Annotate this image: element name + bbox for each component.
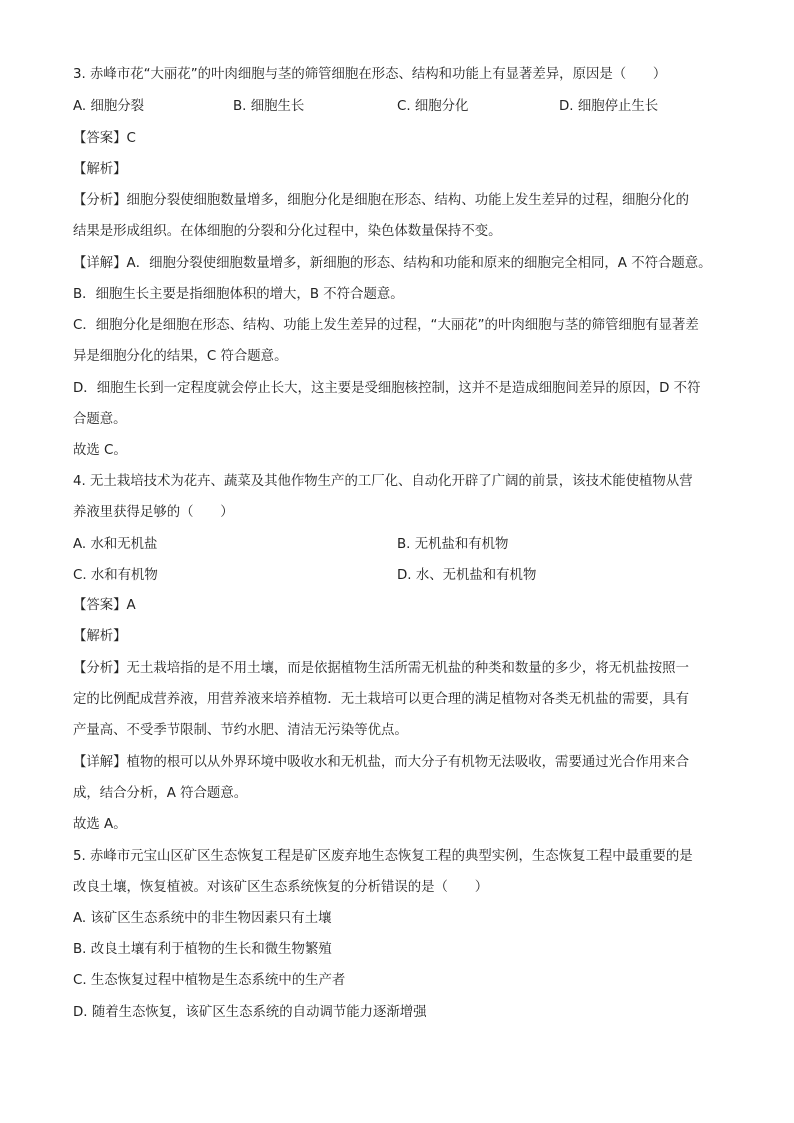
q5-stem-line-2: 改良土壤，恢复植被。对该矿区生态系统恢复的分析错误的是（ ） [73,880,489,895]
q4-option-a: A. 水和无机盐 [73,537,158,552]
q4-conclusion: 故选 A。 [73,817,127,832]
q4-option-d: D. 水、无机盐和有机物 [397,568,537,583]
q3-answer: 【答案】C [73,131,136,146]
q4-stem-line-1: 4. 无土栽培技术为花卉、蔬菜及其他作物生产的工厂化、自动化开辟了广阔的前景，该技术能使植物从营 [73,474,693,489]
q5-stem-line-1: 5. 赤峰市元宝山区矿区生态恢复工程是矿区废弃地生态恢复工程的典型实例，生态恢复工程中最重要的是 [73,849,693,864]
q4-analysis-tag: 【解析】 [73,629,127,644]
q5-option-c: C. 生态恢复过程中植物是生态系统中的生产者 [73,973,346,988]
q3-xiangjie-line-5: D．细胞生长到一定程度就会停止长大，这主要是受细胞核控制，这并不是造成细胞间差异的原因，D 不符 [73,381,701,396]
q4-xiangjie-line-1: 【详解】植物的根可以从外界环境中吸收水和无机盐，而大分子有机物无法吸收，需要通过光合作用来合 [73,755,689,770]
q4-stem-line-2: 养液里获得足够的（ ） [73,505,234,520]
q4-fenxi-line-3: 产量高、不受季节限制、节约水肥、清洁无污染等优点。 [73,723,408,738]
q3-option-d: D. 细胞停止生长 [559,99,659,114]
q5-option-a: A. 该矿区生态系统中的非生物因素只有土壤 [73,911,332,926]
q3-option-b: B. 细胞生长 [233,99,305,114]
q3-xiangjie-line-3: C．细胞分化是细胞在形态、结构、功能上发生差异的过程，“大丽花”的叶肉细胞与茎的筛管细胞有显著差 [73,318,699,333]
q4-option-b: B. 无机盐和有机物 [397,537,509,552]
q3-option-c: C. 细胞分化 [397,99,469,114]
q5-option-b: B. 改良土壤有利于植物的生长和微生物繁殖 [73,942,332,957]
q3-fenxi-line-1: 【分析】细胞分裂使细胞数量增多，细胞分化是细胞在形态、结构、功能上发生差异的过程，细胞分化的 [73,193,689,208]
q3-xiangjie-line-2: B．细胞生长主要是指细胞体积的增大，B 不符合题意。 [73,287,404,302]
q3-stem: 3. 赤峰市花“大丽花”的叶肉细胞与茎的筛管细胞在形态、结构和功能上有显著差异，原因是（ ） [73,67,667,82]
q3-xiangjie-line-1: 【详解】A．细胞分裂使细胞数量增多，新细胞的形态、结构和功能和原来的细胞完全相同，A 不符合题意。 [73,256,712,271]
q3-xiangjie-line-4: 异是细胞分化的结果，C 符合题意。 [73,349,288,364]
q3-fenxi-line-2: 结果是形成组织。在体细胞的分裂和分化过程中，染色体数量保持不变。 [73,224,502,239]
q3-conclusion: 故选 C。 [73,443,127,458]
q4-fenxi-line-1: 【分析】无土栽培指的是不用土壤，而是依据植物生活所需无机盐的种类和数量的多少，将无机盐按照一 [73,661,689,676]
q4-answer: 【答案】A [73,598,136,613]
q3-option-a: A. 细胞分裂 [73,99,144,114]
q3-analysis-tag: 【解析】 [73,162,127,177]
q4-xiangjie-line-2: 成，结合分析，A 符合题意。 [73,786,248,801]
q3-xiangjie-line-6: 合题意。 [73,412,127,427]
q4-option-c: C. 水和有机物 [73,568,158,583]
q5-option-d: D. 随着生态恢复，该矿区生态系统的自动调节能力逐渐增强 [73,1005,427,1020]
q4-fenxi-line-2: 定的比例配成营养液，用营养液来培养植物．无土栽培可以更合理的满足植物对各类无机盐的需要，具有 [73,692,689,707]
